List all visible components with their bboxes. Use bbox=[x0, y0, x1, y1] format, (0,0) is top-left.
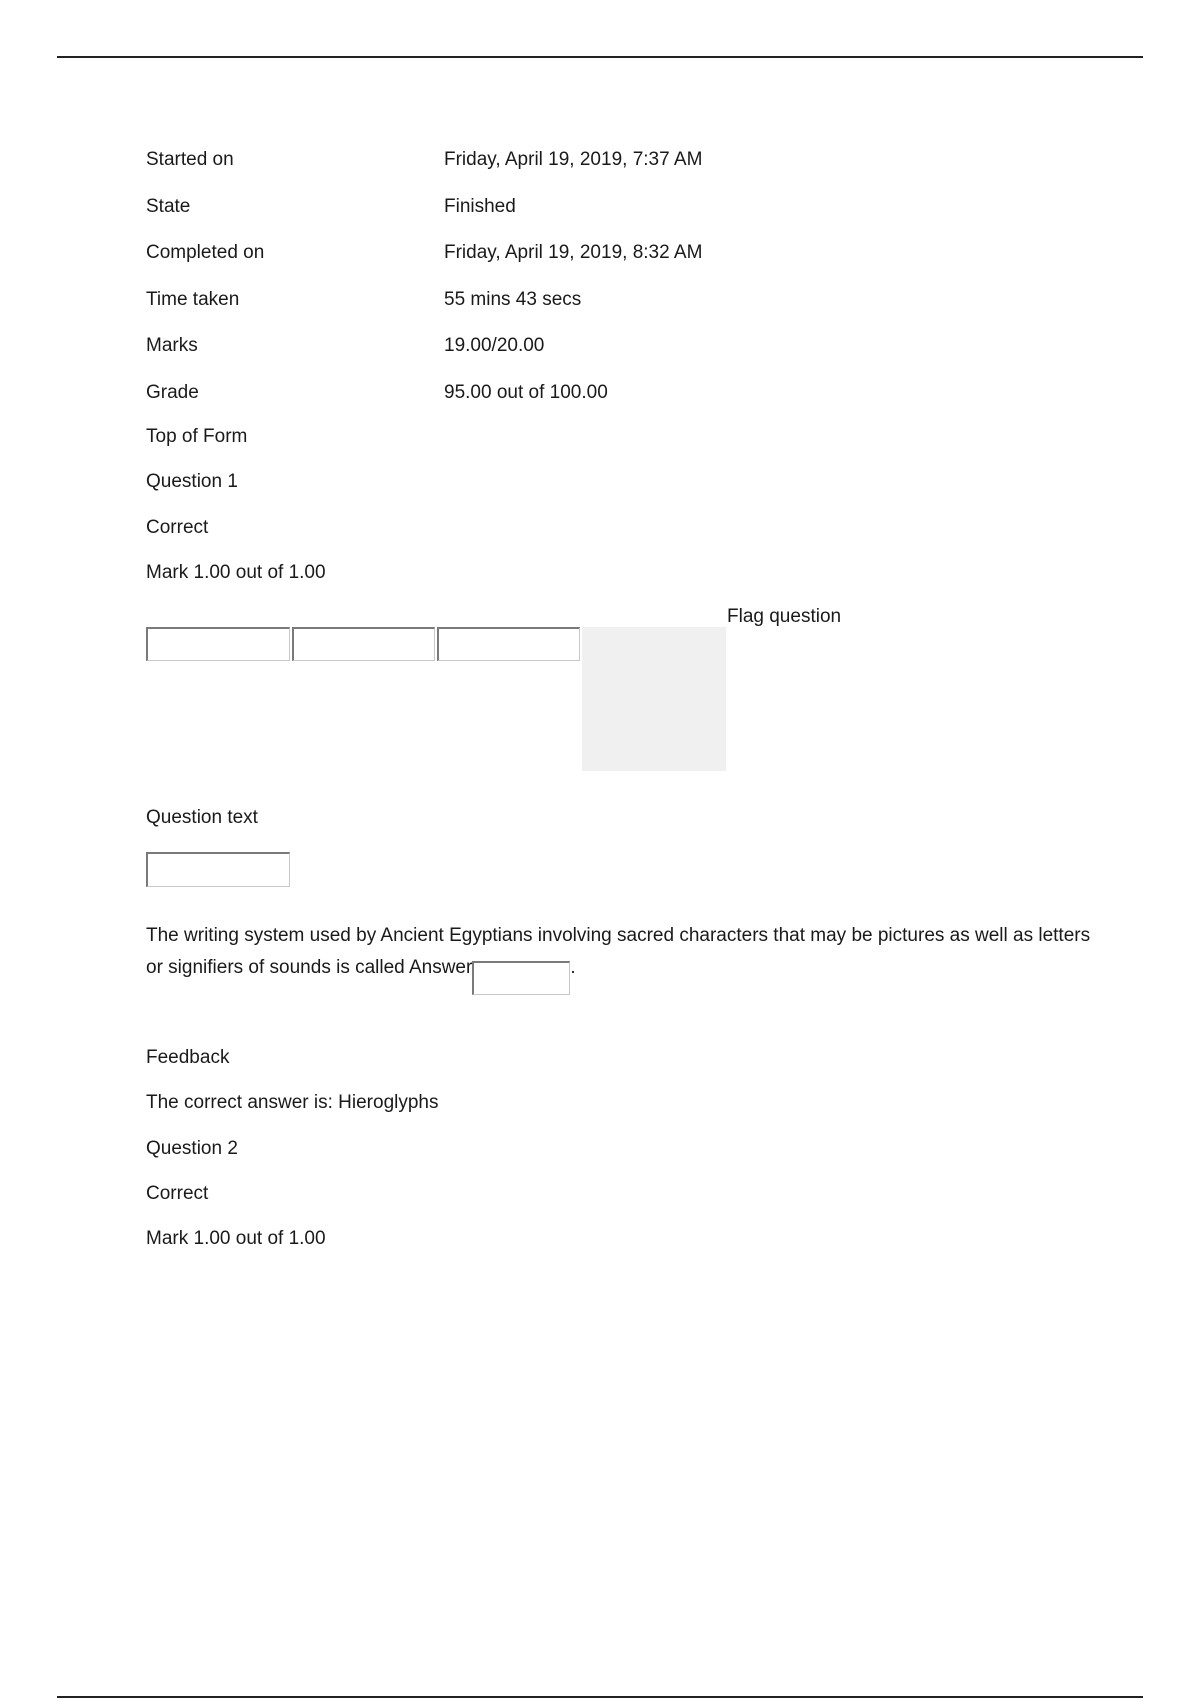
question-1-title: Question 1 bbox=[146, 471, 238, 492]
question-1-correct-answer: The correct answer is: Hieroglyphs bbox=[146, 1092, 439, 1113]
summary-label-completed-on: Completed on bbox=[146, 242, 265, 263]
question-1-answer-slot bbox=[472, 953, 570, 973]
summary-label-state: State bbox=[146, 196, 191, 217]
top-of-form-marker: Top of Form bbox=[146, 426, 248, 447]
question-1-prompt-end: . bbox=[570, 957, 576, 978]
flag-question-link[interactable]: Flag question bbox=[727, 606, 842, 627]
question-1-prompt bbox=[146, 920, 1096, 984]
question-2-title: Question 2 bbox=[146, 1138, 238, 1159]
question-2-status: Correct bbox=[146, 1183, 209, 1204]
question-1-form-field-1[interactable] bbox=[146, 627, 290, 661]
summary-value-marks: 19.00/20.00 bbox=[444, 335, 545, 356]
question-1-prompt-text: The writing system used by Ancient Egyptians involving sacred characters that may be pictures as well as letters or signifiers of sounds is called Answer bbox=[146, 925, 1091, 978]
summary-value-completed-on: Friday, April 19, 2019, 8:32 AM bbox=[444, 242, 703, 263]
summary-label-time-taken: Time taken bbox=[146, 289, 240, 310]
summary-label-grade: Grade bbox=[146, 382, 199, 403]
bottom-rule bbox=[57, 1696, 1143, 1698]
question-2-mark: Mark 1.00 out of 1.00 bbox=[146, 1228, 326, 1249]
top-rule bbox=[57, 56, 1143, 58]
question-1-mark: Mark 1.00 out of 1.00 bbox=[146, 562, 326, 583]
summary-label-started-on: Started on bbox=[146, 149, 234, 170]
question-1-form-field-3[interactable] bbox=[437, 627, 580, 661]
summary-value-state: Finished bbox=[444, 196, 516, 217]
question-1-form-field-2[interactable] bbox=[292, 627, 435, 661]
summary-value-started-on: Friday, April 19, 2019, 7:37 AM bbox=[444, 149, 703, 170]
summary-value-grade: 95.00 out of 100.00 bbox=[444, 382, 608, 403]
question-1-status: Correct bbox=[146, 517, 209, 538]
flag-question-icon[interactable] bbox=[582, 627, 726, 771]
summary-label-marks: Marks bbox=[146, 335, 198, 356]
question-1-text-field[interactable] bbox=[146, 852, 290, 887]
summary-value-time-taken: 55 mins 43 secs bbox=[444, 289, 582, 310]
question-1-answer-input[interactable] bbox=[472, 961, 570, 995]
question-1-text-label: Question text bbox=[146, 807, 258, 828]
question-1-feedback-label: Feedback bbox=[146, 1047, 230, 1068]
